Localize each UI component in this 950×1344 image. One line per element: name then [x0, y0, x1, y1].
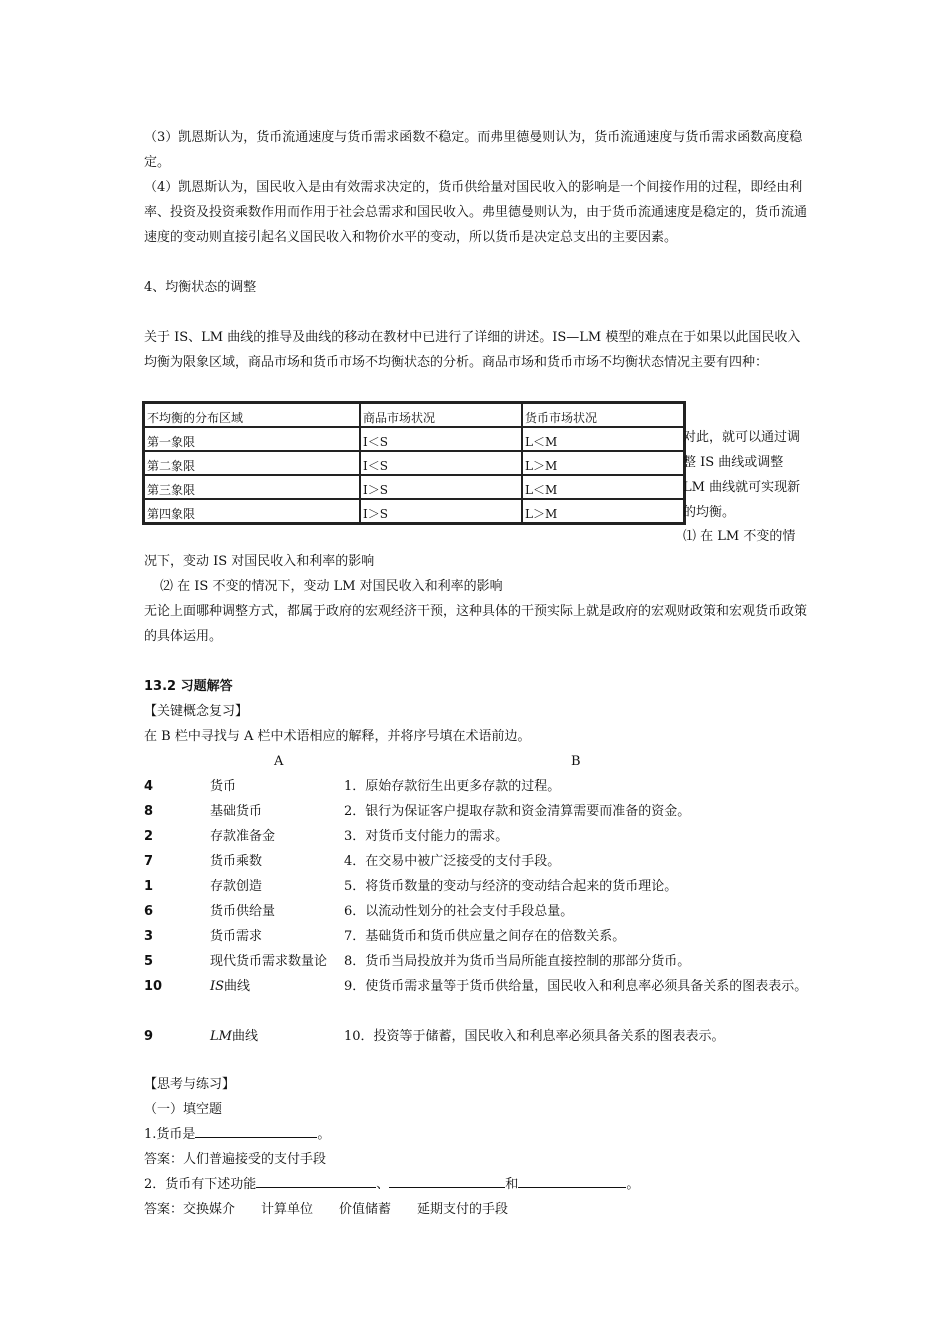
question-2-prefix: 2．货币有下述功能	[144, 1177, 257, 1192]
answer-blank[interactable]	[195, 1123, 317, 1138]
matching-definition: 10．投资等于储蓄，国民收入和利息率必须具备关系的图表表示。	[344, 1029, 725, 1044]
table-cell: 第一象限	[144, 427, 360, 451]
matching-number: 8	[144, 804, 154, 819]
matching-term-text: 现代货币需求数量论	[210, 954, 328, 969]
table-cell: 第三象限	[144, 475, 360, 499]
matching-number: 1	[144, 879, 154, 894]
matching-term-italic: IS	[210, 979, 225, 994]
matching-row	[144, 774, 808, 799]
matching-number: 3	[144, 929, 154, 944]
table-cell: L＜M	[522, 475, 684, 499]
table-cell: I＜S	[360, 451, 522, 475]
column-b-label: B	[571, 754, 581, 769]
answer-blank[interactable]	[389, 1173, 505, 1188]
matching-row	[144, 824, 808, 849]
matching-term-italic: LM	[210, 1029, 232, 1044]
table-cell: I＞S	[360, 475, 522, 499]
matching-term-text: 货币	[210, 779, 237, 794]
matching-term	[210, 849, 350, 874]
question-2-sep2: 和	[505, 1177, 519, 1192]
table-cell: I＜S	[360, 427, 522, 451]
matching-number: 10	[144, 979, 163, 994]
matching-row	[144, 799, 808, 824]
exercises-title: 【思考与练习】	[144, 1077, 236, 1092]
matching-definition: 3．对货币支付能力的需求。	[344, 829, 509, 844]
matching-term	[210, 874, 350, 899]
matching-definition: 6．以流动性划分的社会支付手段总量。	[344, 904, 574, 919]
table-cell: 第二象限	[144, 451, 360, 475]
matching-definition: 2．银行为保证客户提取存款和资金清算需要而准备的资金。	[344, 804, 691, 819]
matching-definition: 4．在交易中被广泛接受的支付手段。	[344, 854, 561, 869]
matching-number: 2	[144, 829, 154, 844]
matching-definition: 7．基础货币和货币供应量之间存在的倍数关系。	[344, 929, 626, 944]
table-header-cell: 不均衡的分布区域	[144, 403, 360, 427]
table-header-cell: 商品市场状况	[360, 403, 522, 427]
matching-term	[210, 824, 350, 849]
matching-row	[144, 949, 808, 974]
matching-term	[210, 1024, 350, 1049]
matching-number: 6	[144, 904, 154, 919]
table-cell: I＞S	[360, 499, 522, 523]
matching-number: 7	[144, 854, 154, 869]
matching-row	[144, 924, 808, 949]
table-header-cell: 货币市场状况	[522, 403, 684, 427]
question-2	[144, 1172, 808, 1197]
paragraph-keynes-income: （4）凯恩斯认为，国民收入是由有效需求决定的，货币供给量对国民收入的影响是一个间接作用的过程，即经由利率、投资及投资乘数作用而作用于社会总需求和国民收入。弗里德曼则认为，由于货币流通速度是稳定的，货币流通速度的变动则直接引起名义国民收入和物价水平的变动，所以货币是决定总支出的主要因素。	[144, 180, 808, 245]
matching-row	[144, 974, 808, 999]
answer-blank[interactable]	[518, 1173, 626, 1188]
matching-term-text: 曲线	[224, 979, 251, 994]
matching-term	[210, 949, 350, 974]
question-1-prefix: 1.货币是	[144, 1127, 196, 1142]
matching-number: 4	[144, 779, 154, 794]
question-1	[144, 1122, 808, 1147]
question-2-sep1: 、	[376, 1177, 390, 1192]
matching-definition: 9．使货币需求量等于货币供给量，国民收入和利息率必须具备关系的图表表示。	[344, 979, 808, 994]
side-note: 对此，就可以通过调整 IS 曲线或调整 LM 曲线就可实现新的均衡。	[683, 430, 801, 520]
matching-term	[210, 774, 350, 799]
matching-term-text: 存款创造	[210, 879, 263, 894]
table-cell: L＜M	[522, 427, 684, 451]
question-1-suffix: 。	[317, 1127, 331, 1142]
matching-definition: 8．货币当局投放并为货币当局所能直接控制的那部分货币。	[344, 954, 691, 969]
matching-term-text: 基础货币	[210, 804, 263, 819]
matching-term	[210, 799, 350, 824]
matching-definition: 5．将货币数量的变动与经济的变动结合起来的货币理论。	[344, 879, 678, 894]
matching-term	[210, 974, 350, 999]
paragraph-keynes-velocity: （3）凯恩斯认为，货币流通速度与货币需求函数不稳定。而弗里德曼则认为，货币流通速度与货币需求函数高度稳定。	[144, 130, 803, 170]
table-cell: 第四象限	[144, 499, 360, 523]
matching-definition: 1．原始存款衍生出更多存款的过程。	[344, 779, 561, 794]
instruction: 在 B 栏中寻找与 A 栏中术语相应的解释，并将序号填在术语前边。	[144, 729, 531, 744]
answer-blank[interactable]	[256, 1173, 376, 1188]
matching-term	[210, 924, 350, 949]
answer-2: 答案：交换媒介 计算单位 价值储蓄 延期支付的手段	[144, 1202, 509, 1217]
matching-term-text: 曲线	[231, 1029, 258, 1044]
paragraph-conclusion: 无论上面哪种调整方式，都属于政府的宏观经济干预，这种具体的干预实际上就是政府的宏观财政策和宏观货币政策的具体运用。	[144, 604, 808, 644]
matching-term-text: 存款准备金	[210, 829, 276, 844]
table-row	[144, 475, 684, 499]
question-2-suffix: 。	[626, 1177, 640, 1192]
matching-number: 5	[144, 954, 154, 969]
side-item-1: ⑴ 在 LM 不变的情	[683, 529, 796, 544]
matching-term	[210, 899, 350, 924]
section-title: 13.2 习题解答	[144, 679, 233, 694]
paragraph-is-lm-intro: 关于 IS、LM 曲线的推导及曲线的移动在教材中已进行了详细的讲述。IS—LM 模型的难点在于如果以此国民收入均衡为限象区域，商品市场和货币市场不均衡状态的分析。商品市场和货币市场不均衡状态情况主要有四种：	[144, 330, 801, 370]
matching-term-text: 货币乘数	[210, 854, 263, 869]
table-header-row	[144, 403, 684, 427]
table-row	[144, 499, 684, 523]
matching-row	[144, 849, 808, 874]
disequilibrium-table	[142, 401, 686, 525]
heading-equilibrium-adjustment: 4、均衡状态的调整	[144, 280, 257, 295]
matching-row	[144, 874, 808, 899]
matching-term-text: 货币需求	[210, 929, 263, 944]
matching-row	[144, 1024, 808, 1049]
item-1-continuation: 况下，变动 IS 对国民收入和利率的影响	[144, 554, 375, 569]
exercises-part: （一）填空题	[144, 1102, 223, 1117]
answer-1: 答案：人们普遍接受的支付手段	[144, 1152, 327, 1167]
column-a-label: A	[274, 754, 284, 769]
table-cell: L＞M	[522, 499, 684, 523]
matching-number: 9	[144, 1029, 154, 1044]
item-2: ⑵ 在 IS 不变的情况下，变动 LM 对国民收入和利率的影响	[160, 579, 503, 594]
table-cell: L＞M	[522, 451, 684, 475]
matching-term-text: 货币供给量	[210, 904, 276, 919]
section-subtitle: 【关键概念复习】	[144, 704, 249, 719]
matching-row	[144, 899, 808, 924]
table-row	[144, 451, 684, 475]
table-row	[144, 427, 684, 451]
